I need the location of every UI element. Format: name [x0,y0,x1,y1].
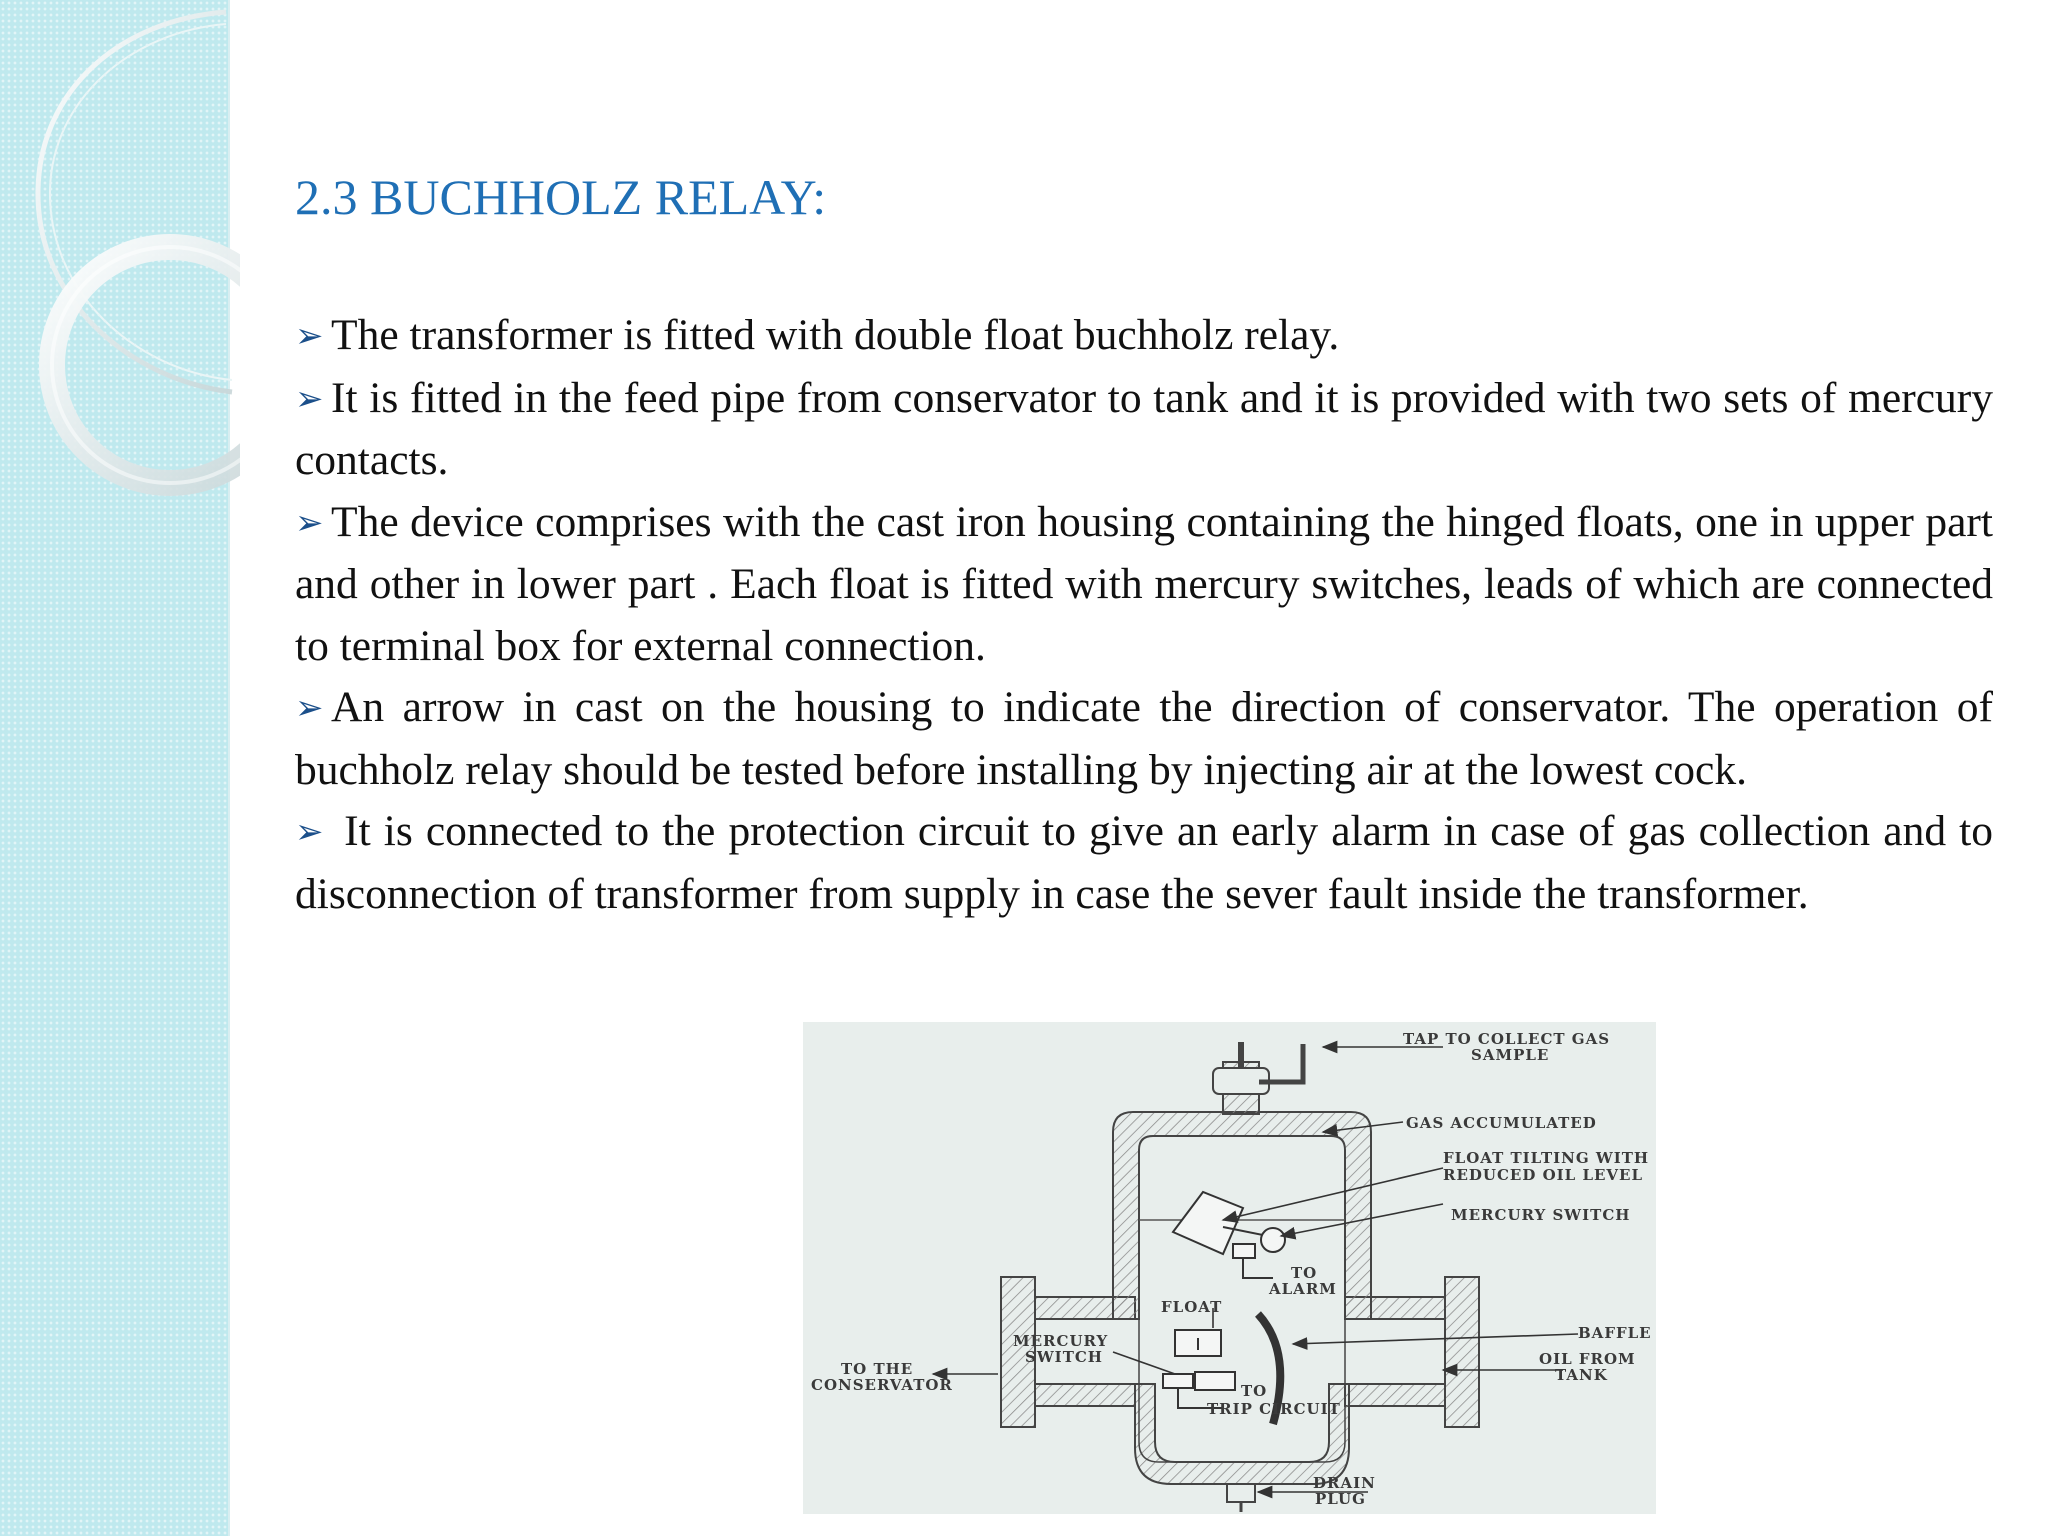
label-mercury-lower: MERCURY [1013,1332,1109,1350]
bullet-item [295,677,1993,801]
label-switch-lower: SWITCH [1025,1348,1103,1366]
bullet-item [295,305,1993,368]
arrow-bullet-icon: ➢ [295,502,324,543]
bullet-text: An arrow in cast on the housing to indicate the direction of conservator. The operation of buchholz relay should be tested before installing by injecting air at the lowest cock. [295,683,1993,794]
label-to-alarm: TO [1291,1264,1318,1282]
label-tank: TANK [1555,1366,1608,1384]
bullet-item [295,368,1993,492]
label-mercury-switch-upper: MERCURY SWITCH [1451,1206,1631,1224]
label-plug: PLUG [1315,1490,1366,1508]
relay-housing [1001,1042,1479,1512]
bullet-text: The device comprises with the cast iron housing containing the hinged floats, one in upper part and other in lower part . Each float is fitted with mercury switches, leads of which are connected to terminal box for external connection. [295,497,1993,670]
decorative-rings [0,0,240,520]
bullet-text: It is connected to the protection circuit to give an early alarm in case of gas collection and to disconnection of transformer from supply in case the sever fault inside the transformer. [295,807,1993,918]
bullet-item [295,801,1993,925]
label-drain: DRAIN [1313,1474,1376,1492]
arrow-bullet-icon: ➢ [295,316,324,356]
label-oil-from: OIL FROM [1539,1350,1636,1368]
label-float-tilting: FLOAT TILTING WITH [1443,1149,1650,1167]
label-trip-circuit: TRIP CIRCUIT [1207,1400,1341,1418]
slide-title: 2.3 BUCHHOLZ RELAY: [295,169,827,225]
label-conservator: CONSERVATOR [811,1376,953,1394]
lower-float [1163,1330,1235,1408]
label-alarm: ALARM [1269,1280,1337,1298]
label-to-trip: TO [1241,1382,1268,1400]
label-tap-sample: SAMPLE [1471,1046,1550,1064]
decorative-sidebar [0,0,230,1536]
bullet-text: It is fitted in the feed pipe from conservator to tank and it is provided with two sets of mercury contacts. [295,373,1993,484]
upper-float [1173,1192,1285,1278]
bullet-text: The transformer is fitted with double float buchholz relay. [331,311,1340,359]
arrow-bullet-icon: ➢ [295,812,324,852]
buchholz-relay-diagram [803,1022,1656,1514]
label-gas-accumulated: GAS ACCUMULATED [1406,1114,1597,1132]
label-reduced-oil: REDUCED OIL LEVEL [1443,1166,1644,1184]
label-float: FLOAT [1161,1298,1223,1316]
label-baffle: BAFFLE [1578,1324,1652,1342]
bullet-list [295,305,1993,925]
label-tap: TAP TO COLLECT GAS [1403,1030,1611,1048]
bullet-item [295,492,1993,678]
arrow-bullet-icon: ➢ [295,378,324,419]
diagram-drawing [803,1022,1656,1514]
arrow-bullet-icon: ➢ [295,688,324,728]
label-to-the: TO THE [841,1360,914,1378]
